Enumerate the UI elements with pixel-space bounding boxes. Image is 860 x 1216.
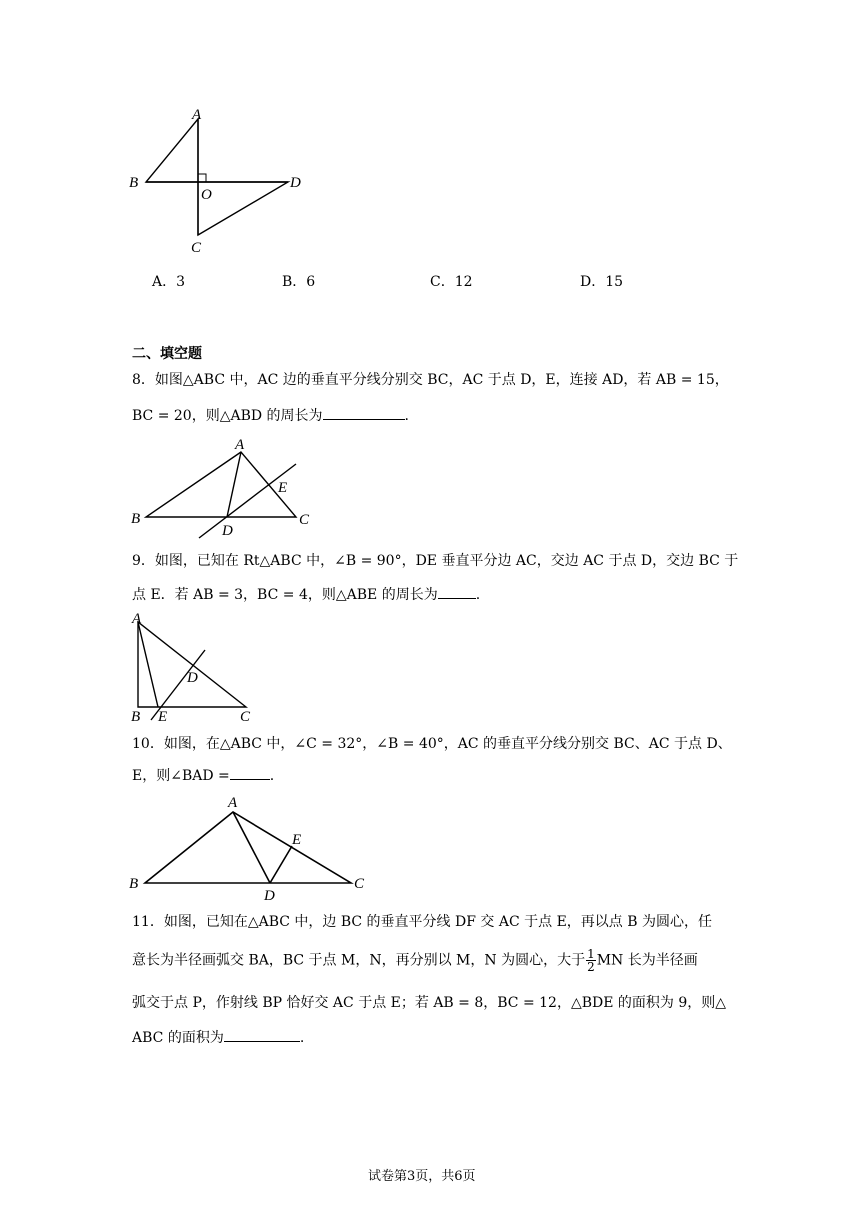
q10-line2	[132, 765, 274, 786]
segment-de	[270, 846, 292, 883]
fraction-one-half	[586, 948, 596, 973]
figure-q9	[125, 608, 265, 723]
label-D: D	[264, 888, 275, 904]
q10-line2-end: .	[269, 768, 275, 784]
choice-b: B．6	[282, 274, 316, 290]
q11-line1: 11．如图，已知在△ABC 中，边 BC 的垂直平分线 DF 交 AC 于点 E，再以点 B 为圆心，任	[132, 914, 712, 930]
q10-line2-text: E，则∠BAD =	[132, 768, 230, 784]
label-B: B	[131, 709, 141, 725]
label-O: O	[201, 187, 212, 203]
label-E: E	[278, 480, 288, 496]
triangle-abc	[145, 812, 351, 883]
q9-line2-end: .	[475, 587, 481, 603]
choice-d: D．15	[580, 274, 624, 290]
choice-c: C．12	[430, 274, 473, 290]
label-D: D	[290, 175, 301, 191]
label-E: E	[158, 709, 168, 725]
right-angle-mark	[198, 174, 206, 182]
q11-line2-text: 意长为半径画弧交 BA，BC 于点 M，N，再分别以 M，N 为圆心，大于	[132, 952, 586, 969]
label-A: A	[132, 611, 142, 627]
label-D: D	[187, 670, 198, 686]
q11-line4-end: .	[299, 1030, 305, 1046]
q8-answer-blank[interactable]	[323, 405, 405, 420]
q11-line3: 弧交于点 P，作射线 BP 恰好交 AC 于点 E；若 AB = 8，BC = 12，△BDE 的面积为 9，则△	[132, 995, 727, 1011]
q11-line4-text: ABC 的面积为	[132, 1030, 224, 1046]
label-B: B	[131, 511, 141, 527]
q9-line2	[132, 584, 480, 605]
label-B: B	[129, 175, 139, 191]
figure-q10	[125, 792, 375, 904]
label-D: D	[222, 523, 233, 539]
q11-line2-end: MN 长为半径画	[596, 952, 698, 969]
choice-a: A．3	[152, 274, 186, 290]
label-A: A	[235, 437, 245, 453]
q11-line2	[132, 948, 698, 973]
q11-line4	[132, 1027, 304, 1048]
label-B: B	[129, 876, 139, 892]
q10-line1: 10．如图，在△ABC 中，∠C = 32°，∠B = 40°，AC 的垂直平分线分别交 BC、AC 于点 D、	[132, 736, 732, 752]
label-C: C	[354, 876, 365, 892]
q9-answer-blank[interactable]	[438, 584, 476, 599]
figure-q7-kite	[120, 105, 320, 255]
label-C: C	[299, 512, 310, 528]
q11-answer-blank[interactable]	[224, 1027, 300, 1042]
label-A: A	[228, 795, 238, 811]
triangle-abc	[146, 452, 296, 517]
label-E: E	[292, 832, 302, 848]
q8-line2	[132, 405, 409, 426]
fraction-numerator: 1	[587, 947, 595, 961]
kite-outline	[146, 119, 288, 235]
figure-q8	[125, 432, 325, 537]
section-title: 二、填空题	[132, 346, 202, 362]
label-A: A	[192, 107, 202, 123]
page-footer: 试卷第3页，共6页	[368, 1169, 476, 1184]
q8-line1: 8．如图△ABC 中，AC 边的垂直平分线分别交 BC，AC 于点 D，E，连接 AD，若 AB = 15，	[132, 372, 729, 388]
q8-line2-end: .	[404, 408, 409, 424]
q9-line1: 9．如图，已知在 Rt△ABC 中，∠B = 90°，DE 垂直平分边 AC，交边 AC 于点 D，交边 BC 于	[132, 553, 739, 569]
triangle-abc	[138, 622, 246, 707]
fraction-denominator: 2	[587, 960, 595, 974]
q10-answer-blank[interactable]	[230, 765, 270, 780]
q8-line2-text: BC = 20，则△ABD 的周长为	[132, 408, 323, 424]
q9-line2-text: 点 E．若 AB = 3，BC = 4，则△ABE 的周长为	[132, 587, 438, 603]
label-C: C	[191, 240, 202, 256]
perpendicular-bisector	[199, 464, 296, 538]
label-C: C	[240, 709, 251, 725]
